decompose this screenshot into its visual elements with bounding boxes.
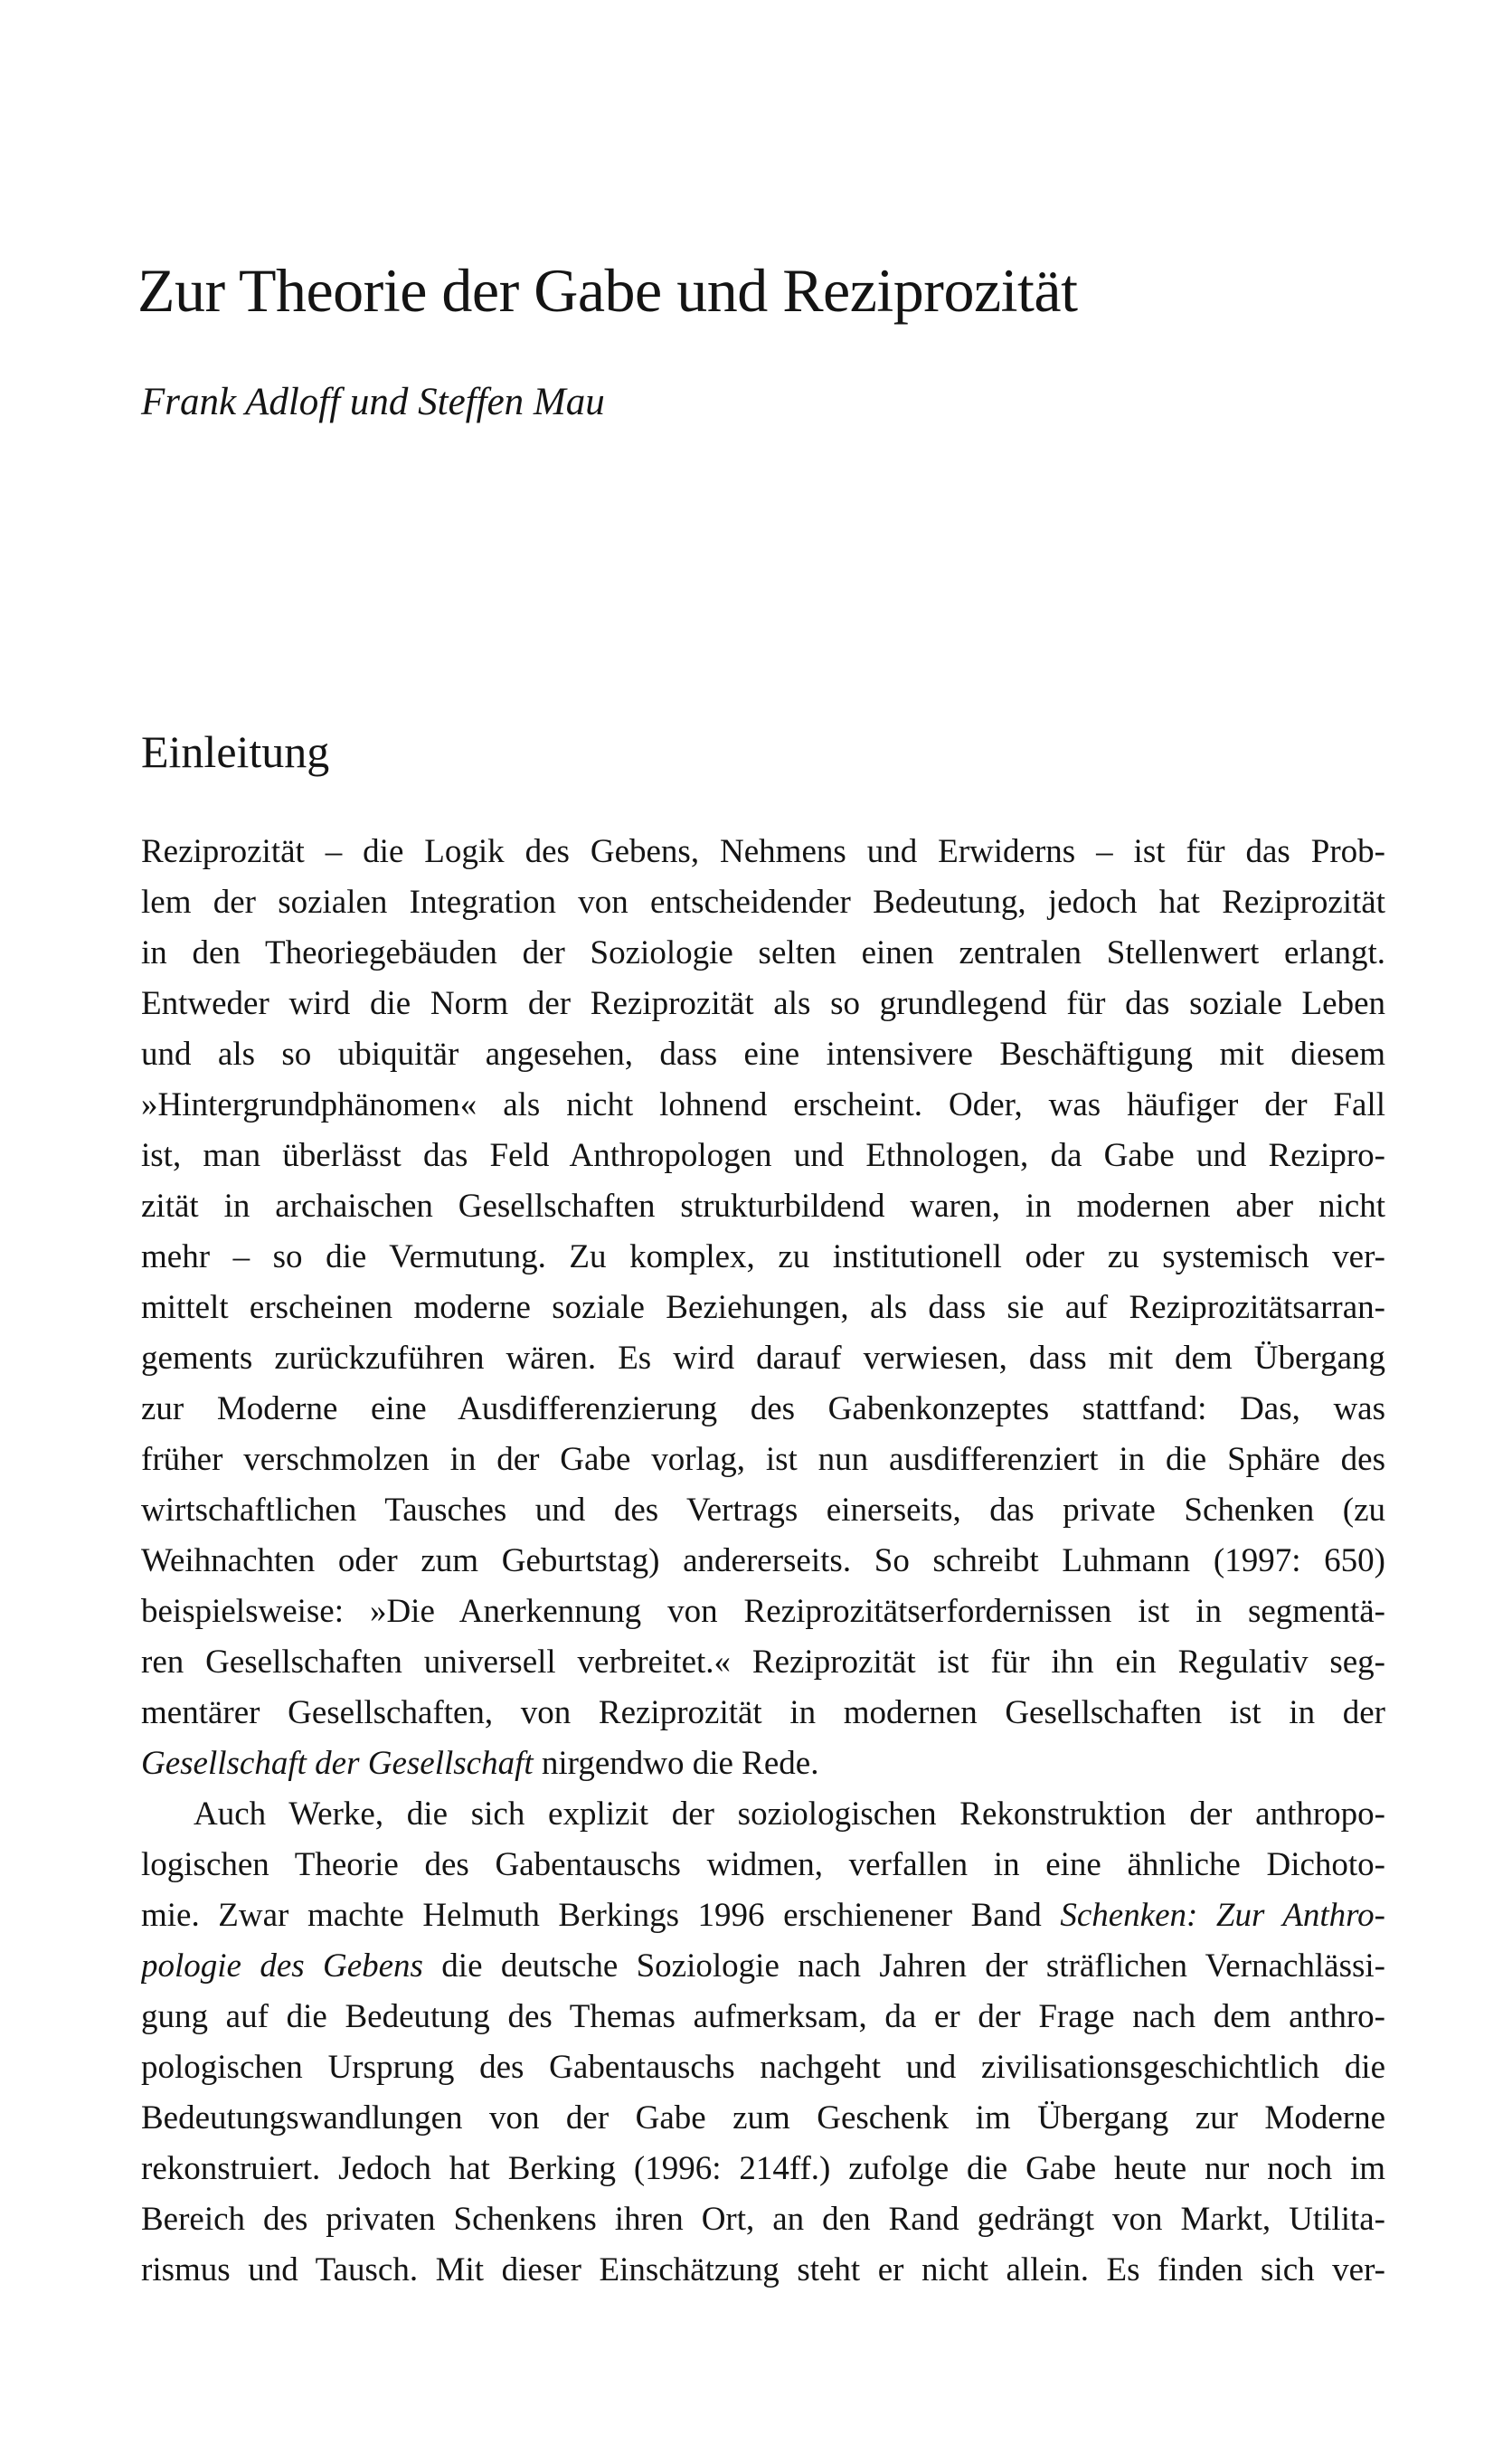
text-line: gung auf die Bedeutung des Themas aufmerksam, da er der Frage nach dem anthro- — [141, 1998, 1385, 2035]
section-heading: Einleitung — [141, 726, 330, 777]
text-line: ren Gesellschaften universell verbreitet.« Reziprozität ist für ihn ein Regulativ seg- — [141, 1644, 1385, 1681]
paragraph-1 — [141, 827, 1385, 1789]
text-line — [141, 1941, 1385, 1992]
text-line: mehr – so die Vermutung. Zu komplex, zu institutionell oder zu systemisch ver- — [141, 1238, 1385, 1275]
text-line: mentärer Gesellschaften, von Reziprozität in modernen Gesellschaften ist in der — [141, 1694, 1385, 1731]
text-line: zur Moderne eine Ausdifferenzierung des Gabenkonzeptes stattfand: Das, was — [141, 1390, 1385, 1427]
text-line: Auch Werke, die sich explizit der soziologischen Rekonstruktion der anthropo- — [194, 1795, 1385, 1833]
text-line: lem der sozialen Integration von entscheidender Bedeutung, jedoch hat Reziprozität — [141, 884, 1385, 921]
text-line: logischen Theorie des Gabentauschs widmen, verfallen in eine ähnliche Dichoto- — [141, 1846, 1385, 1883]
book-title-citation: Gesellschaft der Gesellschaft — [141, 1745, 534, 1782]
text-line: Reziprozität – die Logik des Gebens, Nehmens und Erwiderns – ist für das Prob- — [141, 833, 1385, 870]
text-span: die deutsche Soziologie nach Jahren der sträflichen Vernachlässi- — [422, 1947, 1385, 1985]
text-line: pologischen Ursprung des Gabentauschs nachgeht und zivilisationsgeschichtlich die — [141, 2049, 1385, 2086]
text-line: beispielsweise: »Die Anerkennung von Reziprozitätserfordernissen ist in segmentä- — [141, 1593, 1385, 1630]
text-line: Bedeutungswandlungen von der Gabe zum Geschenk im Übergang zur Moderne — [141, 2099, 1385, 2137]
text-line: mittelt erscheinen moderne soziale Beziehungen, als dass sie auf Reziprozitätsarran- — [141, 1289, 1385, 1326]
paragraph-2 — [141, 1789, 1385, 2296]
text-line: früher verschmolzen in der Gabe vorlag, ist nun ausdifferenziert in die Sphäre des — [141, 1441, 1385, 1478]
chapter-authors: Frank Adloff und Steffen Mau — [141, 381, 605, 423]
text-line: rekonstruiert. Jedoch hat Berking (1996: 214ff.) zufolge die Gabe heute nur noch im — [141, 2150, 1385, 2187]
text-line: ist, man überlässt das Feld Anthropologen und Ethnologen, da Gabe und Rezipro- — [141, 1137, 1385, 1174]
text-line: und als so ubiquitär angesehen, dass eine intensivere Beschäftigung mit diesem — [141, 1036, 1385, 1073]
text-line — [141, 1890, 1385, 1941]
text-span: nirgendwo die Rede. — [533, 1745, 819, 1782]
chapter-title: Zur Theorie der Gabe und Reziprozität — [137, 256, 1078, 325]
text-line: Entweder wird die Norm der Reziprozität als so grundlegend für das soziale Leben — [141, 985, 1385, 1022]
text-line: zität in archaischen Gesellschaften strukturbildend waren, in modernen aber nicht — [141, 1188, 1385, 1225]
book-title-citation: pologie des Gebens — [141, 1947, 423, 1985]
text-line: wirtschaftlichen Tausches und des Vertrags einerseits, das private Schenken (zu — [141, 1492, 1385, 1529]
text-line — [141, 1739, 1385, 1789]
text-line: in den Theoriegebäuden der Soziologie selten einen zentralen Stellenwert erlangt. — [141, 934, 1385, 971]
text-line: Bereich des privaten Schenkens ihren Ort, an den Rand gedrängt von Markt, Utilita- — [141, 2201, 1385, 2238]
book-title-citation: Schenken: Zur Anthro- — [1060, 1897, 1385, 1934]
text-span: mie. Zwar machte Helmuth Berkings 1996 erschienener Band — [141, 1897, 1061, 1934]
text-line: gements zurückzuführen wären. Es wird darauf verwiesen, dass mit dem Übergang — [141, 1340, 1385, 1377]
text-line: »Hintergrundphänomen« als nicht lohnend erscheint. Oder, was häufiger der Fall — [141, 1086, 1385, 1123]
text-line: Weihnachten oder zum Geburtstag) andererseits. So schreibt Luhmann (1997: 650) — [141, 1542, 1385, 1579]
text-line: rismus und Tausch. Mit dieser Einschätzung steht er nicht allein. Es finden sich ver- — [141, 2251, 1385, 2288]
body-text — [141, 827, 1385, 2296]
